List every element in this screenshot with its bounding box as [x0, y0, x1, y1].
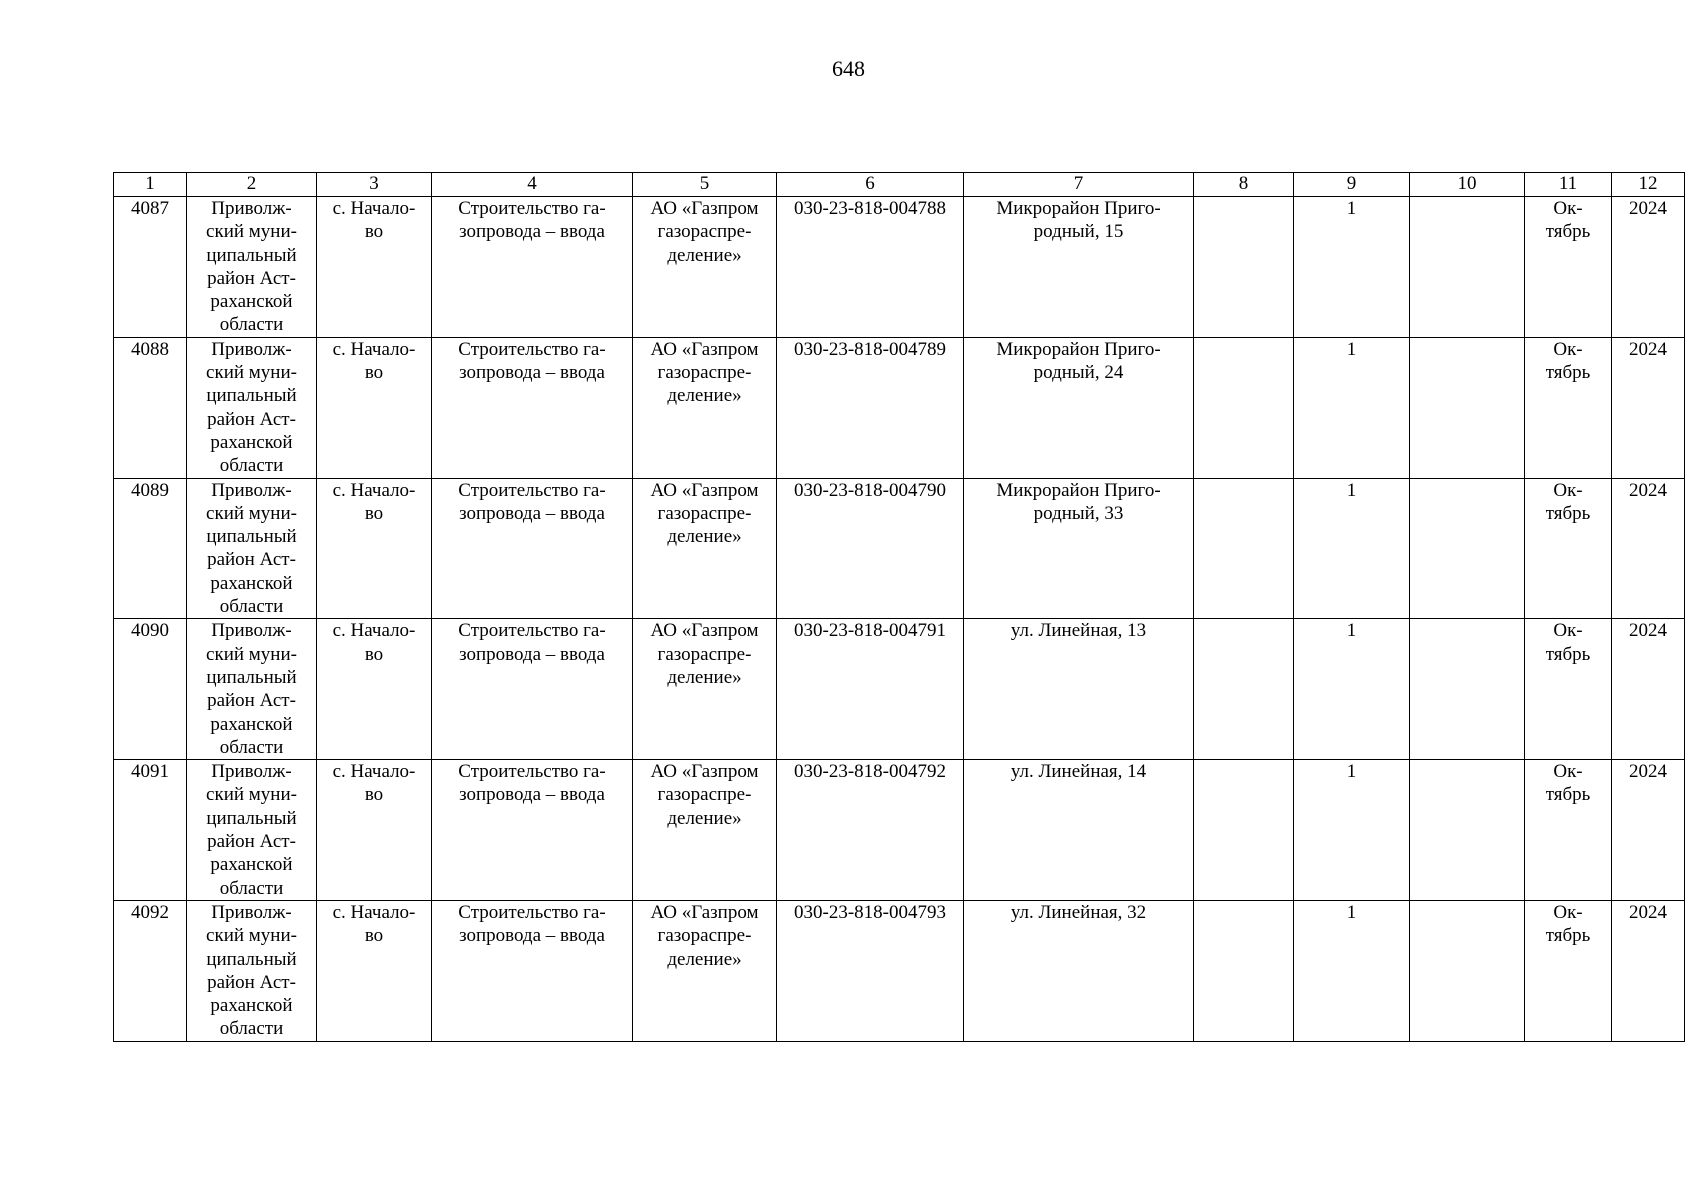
cell-count: 1 [1294, 337, 1410, 478]
cell-organization: АО «Газпром газораспре- деление» [633, 900, 777, 1041]
cell-col10 [1410, 619, 1525, 760]
cell-work-type: Строительство га- зопровода – ввода [432, 337, 633, 478]
table-header [114, 173, 1685, 197]
cell-address: Микрорайон Приго- родный, 33 [964, 478, 1194, 619]
table-row [114, 337, 1685, 478]
cell-month: Ок- тябрь [1525, 337, 1612, 478]
cell-year: 2024 [1612, 478, 1685, 619]
cell-col8 [1194, 478, 1294, 619]
cell-year: 2024 [1612, 337, 1685, 478]
cell-year: 2024 [1612, 760, 1685, 901]
table-row [114, 760, 1685, 901]
table-row [114, 197, 1685, 338]
cell-work-type: Строительство га- зопровода – ввода [432, 619, 633, 760]
cell-number: 4087 [114, 197, 187, 338]
cell-code: 030-23-818-004789 [777, 337, 964, 478]
cell-count: 1 [1294, 478, 1410, 619]
cell-month: Ок- тябрь [1525, 760, 1612, 901]
cell-month: Ок- тябрь [1525, 478, 1612, 619]
cell-settlement: с. Начало- во [317, 197, 432, 338]
column-header: 12 [1612, 173, 1685, 197]
cell-work-type: Строительство га- зопровода – ввода [432, 478, 633, 619]
cell-col10 [1410, 337, 1525, 478]
cell-district: Приволж- ский муни- ципальный район Аст- раханской области [187, 619, 317, 760]
cell-code: 030-23-818-004792 [777, 760, 964, 901]
column-header: 7 [964, 173, 1194, 197]
cell-district: Приволж- ский муни- ципальный район Аст- раханской области [187, 900, 317, 1041]
cell-col10 [1410, 760, 1525, 901]
cell-number: 4091 [114, 760, 187, 901]
cell-address: Микрорайон Приго- родный, 15 [964, 197, 1194, 338]
cell-col8 [1194, 619, 1294, 760]
cell-settlement: с. Начало- во [317, 478, 432, 619]
cell-organization: АО «Газпром газораспре- деление» [633, 619, 777, 760]
column-header: 9 [1294, 173, 1410, 197]
cell-district: Приволж- ский муни- ципальный район Аст- раханской области [187, 197, 317, 338]
cell-work-type: Строительство га- зопровода – ввода [432, 197, 633, 338]
column-header: 5 [633, 173, 777, 197]
cell-number: 4088 [114, 337, 187, 478]
cell-col10 [1410, 900, 1525, 1041]
cell-district: Приволж- ский муни- ципальный район Аст- раханской области [187, 337, 317, 478]
cell-work-type: Строительство га- зопровода – ввода [432, 900, 633, 1041]
cell-settlement: с. Начало- во [317, 760, 432, 901]
cell-settlement: с. Начало- во [317, 337, 432, 478]
cell-address: Микрорайон Приго- родный, 24 [964, 337, 1194, 478]
cell-organization: АО «Газпром газораспре- деление» [633, 760, 777, 901]
cell-address: ул. Линейная, 14 [964, 760, 1194, 901]
cell-month: Ок- тябрь [1525, 619, 1612, 760]
cell-col8 [1194, 760, 1294, 901]
cell-code: 030-23-818-004793 [777, 900, 964, 1041]
column-header: 2 [187, 173, 317, 197]
cell-count: 1 [1294, 619, 1410, 760]
cell-organization: АО «Газпром газораспре- деление» [633, 197, 777, 338]
cell-number: 4092 [114, 900, 187, 1041]
cell-settlement: с. Начало- во [317, 900, 432, 1041]
cell-code: 030-23-818-004791 [777, 619, 964, 760]
cell-col8 [1194, 197, 1294, 338]
cell-address: ул. Линейная, 32 [964, 900, 1194, 1041]
cell-col10 [1410, 478, 1525, 619]
cell-col8 [1194, 900, 1294, 1041]
cell-year: 2024 [1612, 197, 1685, 338]
cell-address: ул. Линейная, 13 [964, 619, 1194, 760]
cell-organization: АО «Газпром газораспре- деление» [633, 337, 777, 478]
column-header: 11 [1525, 173, 1612, 197]
column-header: 8 [1194, 173, 1294, 197]
cell-month: Ок- тябрь [1525, 197, 1612, 338]
table-body [114, 197, 1685, 1042]
table-row [114, 900, 1685, 1041]
column-header: 3 [317, 173, 432, 197]
data-table [113, 172, 1685, 1042]
cell-work-type: Строительство га- зопровода – ввода [432, 760, 633, 901]
cell-code: 030-23-818-004788 [777, 197, 964, 338]
cell-organization: АО «Газпром газораспре- деление» [633, 478, 777, 619]
table-row [114, 478, 1685, 619]
cell-number: 4089 [114, 478, 187, 619]
cell-code: 030-23-818-004790 [777, 478, 964, 619]
cell-year: 2024 [1612, 900, 1685, 1041]
column-header: 4 [432, 173, 633, 197]
cell-district: Приволж- ский муни- ципальный район Аст- раханской области [187, 478, 317, 619]
cell-col10 [1410, 197, 1525, 338]
cell-district: Приволж- ский муни- ципальный район Аст- раханской области [187, 760, 317, 901]
column-header: 1 [114, 173, 187, 197]
header-row [114, 173, 1685, 197]
cell-count: 1 [1294, 760, 1410, 901]
cell-count: 1 [1294, 197, 1410, 338]
cell-month: Ок- тябрь [1525, 900, 1612, 1041]
cell-count: 1 [1294, 900, 1410, 1041]
table-row [114, 619, 1685, 760]
column-header: 10 [1410, 173, 1525, 197]
cell-settlement: с. Начало- во [317, 619, 432, 760]
cell-col8 [1194, 337, 1294, 478]
cell-year: 2024 [1612, 619, 1685, 760]
cell-number: 4090 [114, 619, 187, 760]
column-header: 6 [777, 173, 964, 197]
page-number: 648 [832, 56, 865, 81]
